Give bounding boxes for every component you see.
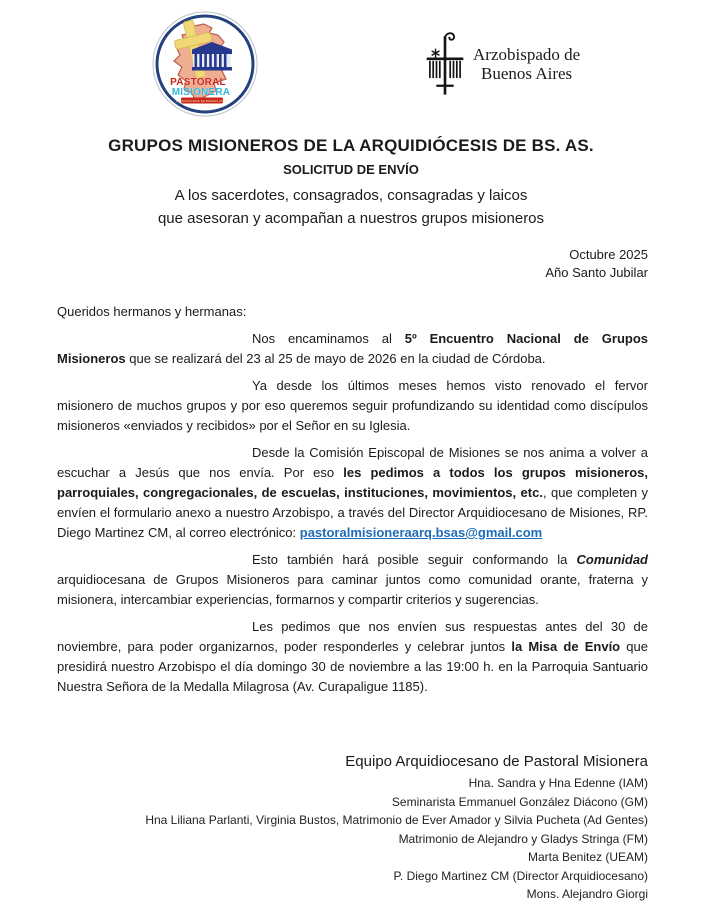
- archbishop-cross-icon: [424, 30, 466, 98]
- text-segment: que presidirá nuestro Arzobispo el día domingo 30 de noviembre a las 19:00 h. en la Parroquia Santuario Nuestra Señora de la Medalla Milagrosa (Av. Curapaligue 1185).: [57, 639, 648, 694]
- bold-text-segment: les pedimos a todos los grupos misioneros, parroquiales, congregacionales, de escuelas, instituciones, movimientos, etc.: [57, 465, 648, 500]
- signature-line: Hna Liliana Parlanti, Virginia Bustos, Matrimonio de Ever Amador y Silvia Pucheta (Ad Gentes): [145, 813, 648, 827]
- signature-line: Mons. Alejandro Giorgi: [526, 887, 648, 901]
- signature-line: Matrimonio de Alejandro y Gladys Stringa (FM): [398, 831, 648, 846]
- text-segment: Les pedimos que nos envíen sus respuestas antes del 30 de noviembre, para poder organizarnos, poder responderles y celebrar juntos: [57, 619, 648, 654]
- addressee-line2: que asesoran y acompañan a nuestros grupos misioneros: [157, 210, 545, 227]
- text-segment: Desde la Comisión Episcopal de Misiones se nos anima a volver a escuchar a Jesús que nos envía. Por eso: [57, 445, 648, 480]
- paragraph-3: [57, 443, 648, 543]
- paragraph-1: [57, 329, 648, 369]
- paragraph-2: [57, 376, 648, 436]
- addressee-line1: A los sacerdotes, consagrados, consagradas y laicos: [174, 187, 528, 204]
- logo-word-pastoral: PASTORAL: [170, 77, 226, 88]
- bold-text-segment: la Misa de Envío: [511, 639, 621, 654]
- pastoral-misionera-logo: [152, 11, 258, 117]
- addressee-lines: [0, 184, 702, 230]
- letter-body: [57, 302, 648, 697]
- email-link[interactable]: pastoralmisioneraarq.bsas@gmail.com: [299, 525, 543, 540]
- arzobispado-logo: [424, 30, 580, 98]
- arzobispado-name-line2: Buenos Aires: [481, 64, 573, 83]
- bold-italic-text-segment: Comunidad: [576, 552, 648, 567]
- paragraph-4: [57, 550, 648, 610]
- logo-word-misionera: MISIONERA: [171, 87, 231, 98]
- signature-line: Hna. Sandra y Hna Edenne (IAM): [468, 776, 648, 790]
- signature-line: Marta Benitez (UEAM): [527, 850, 648, 864]
- text-segment: Esto también hará posible seguir conformando la: [252, 552, 577, 567]
- arzobispado-name: [473, 45, 580, 83]
- pastoral-misionera-logo-image: [152, 11, 258, 117]
- document-subtitle: SOLICITUD DE ENVÍO: [283, 162, 419, 177]
- text-segment: Ya desde los últimos meses hemos visto renovado el fervor misionero de muchos grupos y por eso queremos seguir profundizando su identidad como discípulos misioneros «enviados y recibidos» por el Señor en su Iglesia.: [57, 378, 648, 433]
- document-title: GRUPOS MISIONEROS DE LA ARQUIDIÓCESIS DE BS. AS.: [108, 136, 594, 155]
- text-segment: Nos encaminamos al: [252, 331, 405, 346]
- date-block: [545, 246, 648, 282]
- signature-line: P. Diego Martinez CM (Director Arquidiocesano): [393, 868, 648, 883]
- signature-line: Seminarista Emmanuel González Diácono (GM): [391, 794, 648, 809]
- arzobispado-name-line1: Arzobispado de: [473, 45, 581, 64]
- logo-banner-text: ARQUIDIÓCESIS DE BUENOS AIRES: [175, 99, 229, 103]
- date-line: Octubre 2025: [569, 247, 648, 262]
- paragraph-5: [57, 617, 648, 697]
- jubilee-line: Año Santo Jubilar: [545, 265, 648, 280]
- signature-team-title: Equipo Arquidiocesano de Pastoral Misionera: [345, 753, 648, 770]
- text-segment: arquidiocesana de Grupos Misioneros para caminar juntos como comunidad orante, fraterna y misionera, intercambiar experiencias, formarnos y compartir criterios y sugerencias.: [57, 572, 648, 607]
- bold-text-segment: 5º Encuentro Nacional de Grupos Misioneros: [57, 331, 648, 366]
- star-icon: [432, 49, 439, 57]
- salutation: Queridos hermanos y hermanas:: [57, 304, 247, 319]
- text-segment: , que completen y envíen el formulario anexo a nuestro Arzobispo, a través del Director Arquidiocesano de Misiones, RP. Diego Martinez CM, al correo electrónico:: [57, 485, 648, 540]
- signature-block: [57, 752, 648, 904]
- text-segment: que se realizará del 23 al 25 de mayo de 2026 en la ciudad de Córdoba.: [125, 351, 546, 366]
- title-block: [0, 137, 702, 230]
